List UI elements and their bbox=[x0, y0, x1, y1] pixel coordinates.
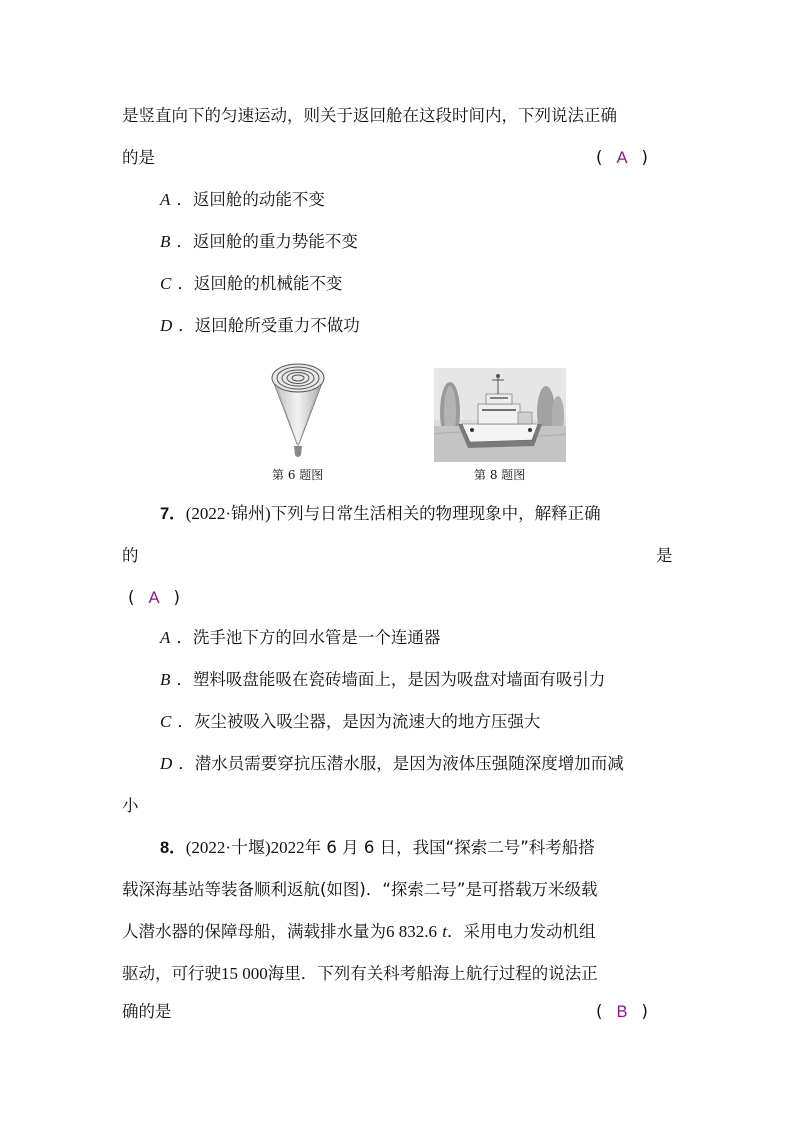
q7-number: 7． bbox=[160, 505, 186, 523]
q7-option-d-wrap: 小 bbox=[122, 796, 139, 815]
q8-answer: B bbox=[616, 1003, 628, 1021]
figure-6-caption: 第 6 题图 bbox=[272, 468, 324, 482]
q7-line2-left: 的 bbox=[122, 546, 139, 565]
q6-option-a: A ．返回舱的动能不变 bbox=[160, 190, 325, 209]
q8-number: 8． bbox=[160, 839, 186, 857]
parachute-figure bbox=[268, 358, 328, 468]
q6-option-d: D ．返回舱所受重力不做功 bbox=[160, 316, 360, 335]
research-ship-figure bbox=[434, 368, 566, 462]
q8-line4: 驱动，可行驶15 000海里．下列有关科考船海上航行过程的说法正 bbox=[122, 964, 598, 983]
q7-line2-right: 是 bbox=[656, 546, 673, 565]
q6-answer-bracket: ( A ) bbox=[596, 148, 648, 167]
q7-option-c: C ．灰尘被吸入吸尘器，是因为流速大的地方压强大 bbox=[160, 712, 541, 731]
q8-line2: 载深海基站等装备顺利返航(如图)．“探索二号”是可搭载万米级载 bbox=[122, 880, 598, 899]
q6-option-b: B ．返回舱的重力势能不变 bbox=[160, 232, 358, 251]
q7-line1: 7．(2022·锦州)下列与日常生活相关的物理现象中，解释正确 bbox=[160, 504, 601, 523]
q6-answer: A bbox=[616, 149, 628, 167]
q6-option-c: C ．返回舱的机械能不变 bbox=[160, 274, 343, 293]
q8-line1: 8．(2022·十堰)2022年 6 月 6 日，我国“探索二号”科考船搭 bbox=[160, 838, 595, 857]
q8-line3: 人潜水器的保障母船，满载排水量为6 832.6 t．采用电力发动机组 bbox=[122, 922, 596, 941]
q8-source: (2022·十堰) bbox=[185, 838, 271, 857]
q6-line1: 是竖直向下的匀速运动，则关于返回舱在这段时间内，下列说法正确 bbox=[122, 106, 617, 125]
q7-option-b: B ．塑料吸盘能吸在瓷砖墙面上，是因为吸盘对墙面有吸引力 bbox=[160, 670, 606, 689]
q6-line2: 的是 bbox=[122, 148, 155, 167]
q7-answer: A bbox=[148, 589, 160, 607]
q8-answer-bracket: ( B ) bbox=[596, 1002, 648, 1021]
q7-option-d: D ．潜水员需要穿抗压潜水服，是因为液体压强随深度增加而减 bbox=[160, 754, 624, 773]
q7-answer-bracket: ( A ) bbox=[128, 588, 180, 607]
q7-source: (2022·锦州) bbox=[185, 504, 271, 523]
q8-line5: 确的是 bbox=[122, 1002, 172, 1021]
q7-option-a: A ．洗手池下方的回水管是一个连通器 bbox=[160, 628, 441, 647]
figure-8-caption: 第 8 题图 bbox=[474, 468, 526, 482]
